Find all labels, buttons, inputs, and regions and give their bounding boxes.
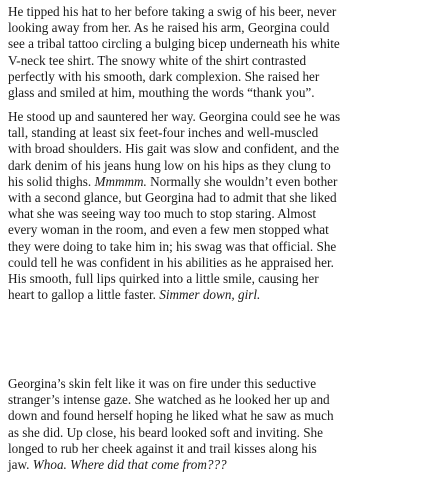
text-run: tall, standing at least six feet-four inches and well-muscled — [8, 125, 319, 141]
text-line — [8, 222, 420, 238]
text-run: He stood up and sauntered her way. Georgina could see he was — [8, 109, 341, 124]
text-run: with broad shoulders. His gait was slow and confident, and the — [8, 141, 340, 157]
text-run: perfectly with his smooth, dark complexion. She raised her — [8, 68, 320, 84]
text-run: what she was seeing way too much to stop staring. Almost — [8, 206, 317, 222]
paragraph-1 — [8, 4, 420, 101]
text-run: his solid thighs. — [8, 173, 95, 189]
text-line — [8, 376, 420, 392]
italic-text: Mmmmm. — [94, 173, 147, 189]
text-run: every woman in the room, and even a few men stopped what — [8, 222, 329, 238]
text-run: with a second glance, but Georgina had to admit that she liked — [8, 189, 337, 205]
text-line — [8, 125, 420, 141]
text-line — [8, 392, 420, 408]
italic-text: Whoa. Where did that come from??? — [32, 456, 227, 472]
text-line — [8, 174, 420, 190]
text-line — [8, 109, 420, 125]
text-run: could tell he was confident in his abilities as he appraised her. — [8, 254, 334, 270]
text-line — [8, 239, 420, 255]
text-line — [8, 141, 420, 157]
text-run: they were doing to take him in; his swag was that official. She — [8, 238, 337, 254]
text-line — [8, 190, 420, 206]
text-run: down and found herself hoping he liked what he saw as much — [8, 408, 334, 424]
text-run: V-neck tee shirt. The snowy white of the shirt contrasted — [8, 52, 307, 68]
text-run: heart to gallop a little faster. — [8, 287, 160, 303]
text-line — [8, 4, 420, 20]
text-run: jaw. — [8, 456, 33, 472]
text-run: His smooth, full lips quirked into a little smile, causing her — [8, 270, 319, 286]
text-run: see a tribal tattoo circling a bulging bicep underneath his white — [8, 36, 340, 52]
paragraph-3 — [8, 376, 420, 473]
text-line — [8, 85, 420, 101]
text-run: looking away from her. As he raised his arm, Georgina could — [8, 20, 330, 36]
paragraph-2 — [8, 109, 420, 303]
text-line — [8, 408, 420, 424]
text-run: as she did. Up close, his beard looked soft and inviting. She — [8, 424, 323, 440]
text-run: longed to rub her cheek against it and trail kisses along his — [8, 440, 317, 456]
text-line — [8, 255, 420, 271]
text-run: glass and smiled at him, mouthing the words “thank you”. — [8, 84, 315, 100]
text-line — [8, 20, 420, 36]
text-line — [8, 69, 420, 85]
text-line — [8, 158, 420, 174]
text-line — [8, 206, 420, 222]
italic-text: Simmer down, girl. — [159, 287, 261, 303]
text-line — [8, 53, 420, 69]
text-line — [8, 287, 420, 303]
text-run: Georgina’s skin felt like it was on fire under this seductive — [8, 376, 317, 391]
text-line — [8, 425, 420, 441]
text-line — [8, 457, 420, 473]
text-line — [8, 441, 420, 457]
text-run: He tipped his hat to her before taking a swig of his beer, never — [8, 4, 337, 19]
text-line — [8, 271, 420, 287]
text-run: Normally she wouldn’t even bother — [146, 173, 338, 189]
text-run: stranger’s intense gaze. She watched as he looked her up and — [8, 392, 330, 408]
text-line — [8, 36, 420, 52]
text-run: dark denim of his jeans hung low on his hips as they clung to — [8, 157, 331, 173]
